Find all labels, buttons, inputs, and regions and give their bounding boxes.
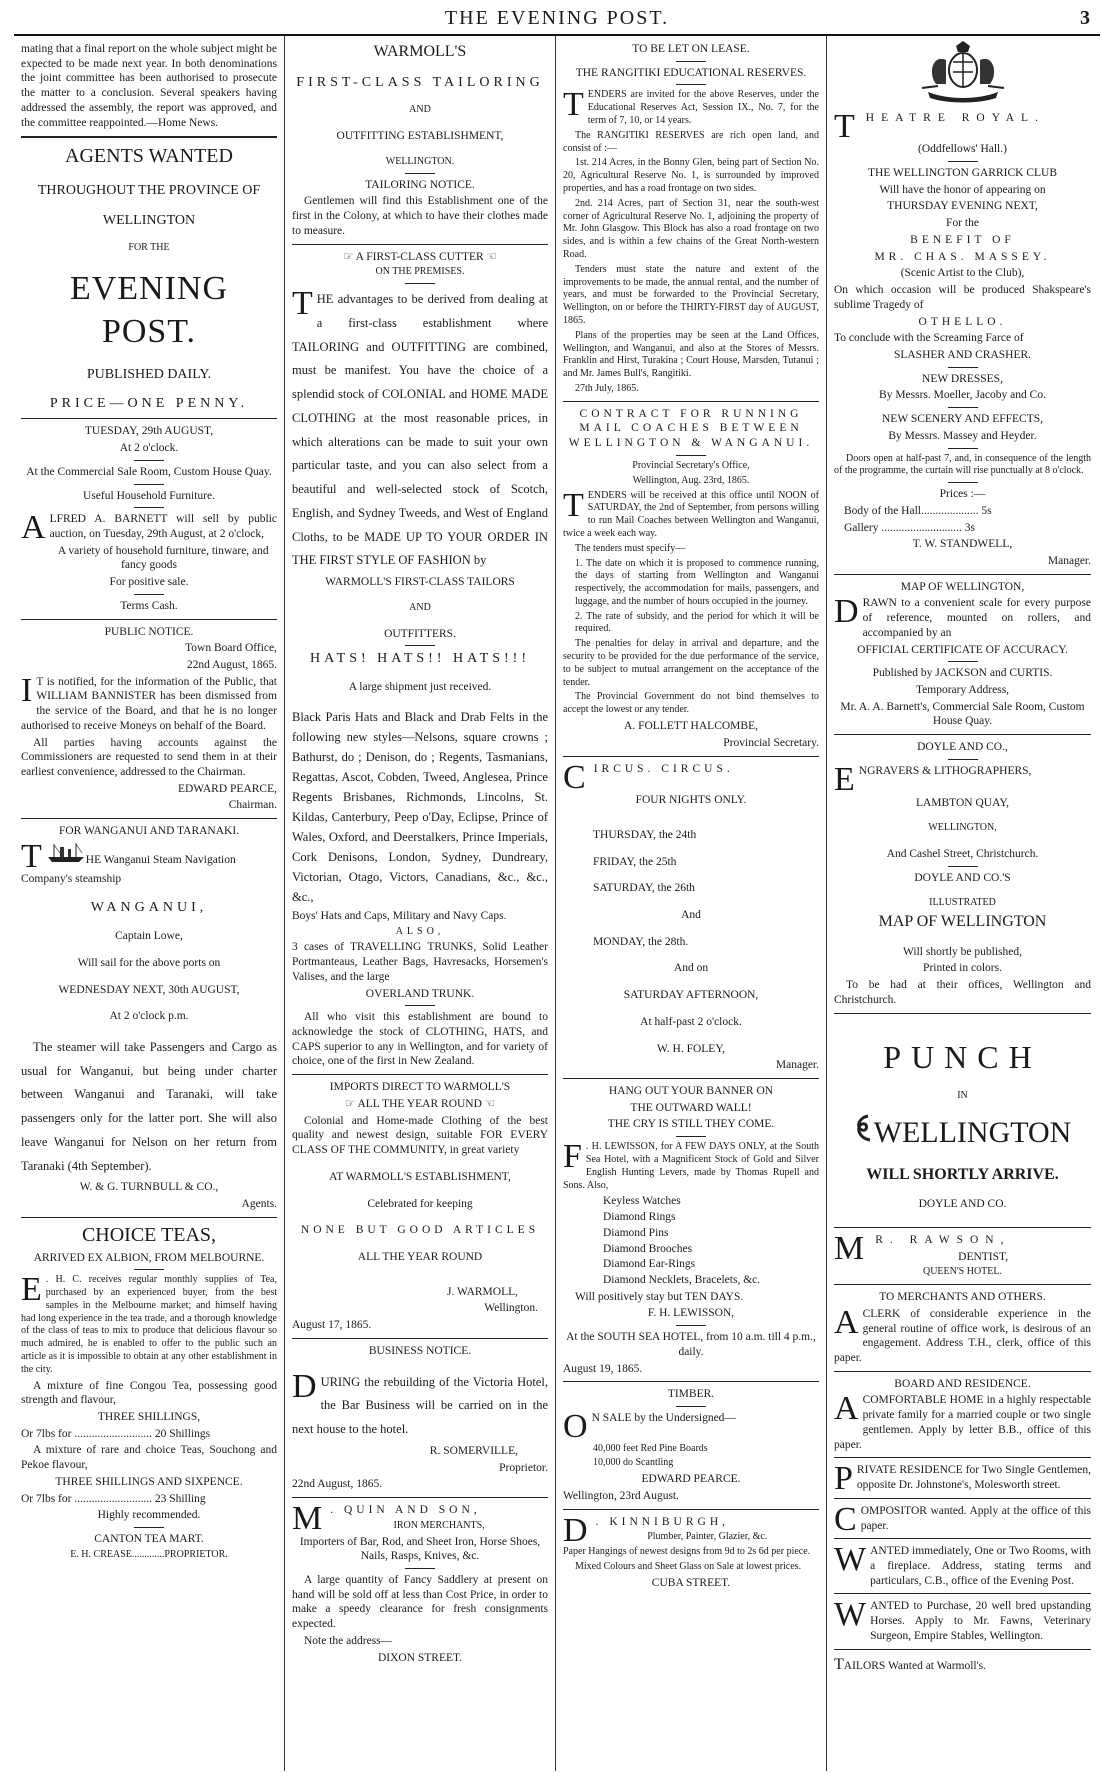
mail-specify: The tenders must specify— — [575, 542, 686, 554]
tailor-town2: Wellington. — [484, 1302, 538, 1315]
mail-date: Wellington, Aug. 23rd, 1865. — [632, 474, 750, 486]
steamer-date: WEDNESDAY NEXT, 30th AUGUST, — [58, 983, 240, 996]
tailor-body1: Gentlemen will find this Establishment one of the first in the Colony, at which to have their clothes made to measure. — [292, 195, 548, 237]
map-heading: MAP OF WELLINGTON, — [900, 580, 1025, 593]
page-number: 3 — [1080, 7, 1090, 29]
compositor-dropcap: C — [834, 1500, 857, 1538]
tailor-all: ALL THE YEAR ROUND — [357, 1250, 483, 1263]
horses-body: ANTED to Purchase, 20 well bred upstanding Horses. Apply to Mr. Fawns, Veterinary Surgeon, Empire Stables, Wellington. — [870, 1600, 1091, 1642]
divider — [834, 1284, 1091, 1285]
business-role: Proprietor. — [499, 1461, 548, 1474]
tailor-overland: OVERLAND TRUNK. — [365, 987, 475, 1000]
horses-wanted-ad — [834, 1596, 1091, 1643]
agents-heading: AGENTS WANTED — [65, 145, 233, 168]
tailor-dropcap: T — [292, 285, 313, 323]
notice-dropcap: I — [21, 671, 33, 709]
tailor-name: WARMOLL'S — [373, 43, 467, 60]
divider — [834, 1371, 1091, 1372]
auction-ad — [21, 424, 277, 613]
steamer-signer: W. & G. TURNBULL & CO., — [79, 1181, 219, 1194]
kinniburgh-trade: Plumber, Painter, Glazier, &c. — [647, 1531, 768, 1543]
tailor-imports: IMPORTS DIRECT TO WARMOLL'S — [329, 1081, 511, 1094]
tailor-year-round: ALL THE YEAR ROUND — [357, 1097, 482, 1110]
steamer-heading: FOR WANGANUI AND TARANAKI. — [58, 825, 240, 838]
doyle-ad — [834, 740, 1091, 1007]
notice-body: T is notified, for the information of the Public, that WILLIAM BANNISTER has been dismissed from the service of the Board, and that he is no longer authorised to receive Moneys on behalf of the Board. — [21, 675, 277, 732]
divider — [21, 418, 277, 419]
theatre-farce: SLASHER AND CRASHER. — [893, 348, 1032, 361]
doyle-mapof: MAP OF WELLINGTON — [878, 913, 1047, 931]
kinniburgh-body2: Mixed Colours and Sheet Glass on Sale at lowest prices. — [575, 1560, 802, 1572]
divider — [563, 401, 819, 402]
agents-published: PUBLISHED DAILY. — [86, 366, 212, 382]
kinniburgh-body: Paper Hangings of newest designs from 9d to 2s 6d per piece. — [563, 1546, 811, 1558]
divider — [834, 1457, 1091, 1458]
doyle-dropcap: E — [834, 760, 855, 798]
theatre-heading: HEATRE ROYAL. — [865, 111, 1045, 124]
agents-price: PRICE—ONE PENNY. — [49, 396, 249, 412]
divider — [21, 1217, 277, 1218]
lease-item2: 2nd. 214 Acres, part of Section 31, near the south-west corner of Agricultural Reserve No. 1, adjoining the property of Mr. John Glasgow. This Block has also a road frontage on two sides, and is within a few chains of the Great North-western Road. — [563, 197, 819, 260]
steamer-ship-name: WANGANUI, — [90, 900, 208, 916]
business-body: URING the rebuilding of the Victoria Hotel, the Bar Business will be carried on in the next house to the hotel. — [292, 1374, 548, 1437]
masthead — [14, 0, 1100, 36]
steamer-intro: HE Wanganui Steam Navigation — [85, 853, 236, 866]
lease-dropcap: T — [563, 86, 584, 124]
notice-role: Chairman. — [228, 799, 277, 812]
timber-item1: 40,000 feet Red Pine Boards — [593, 1442, 708, 1454]
theatre-hall: (Oddfellows' Hall.) — [918, 143, 1007, 156]
auction-body: LFRED A. BARNETT will sell by public auction, on Tuesday, 29th August, at 2 o'clock, — [49, 513, 277, 540]
quin-street: DIXON STREET. — [377, 1651, 463, 1664]
tailor-body2: HE advantages to be derived from dealing at a first-class establishment where TAILORING and OUTFITTING are combined, must be manifest. You have the choice of a splendid stock of COLONIAL and HOME MADE CLOTHING at the most reasonable prices, in which alterations can be made to suit your own particular taste, and you can also select from a beautiful and well-selected stock of Scotch, English, and Sydney Tweeds, and West of England Cloths, to be MADE UP TO YOUR ORDER IN THE FIRST STYLE OF FASHION by — [292, 292, 548, 568]
circus-dropcap: C — [563, 758, 590, 796]
auction-dropcap: A — [21, 509, 46, 547]
mail-item1: 1. The date on which it is proposed to commence running, the days of starting from Wellington and Wanganui respectively, the accommodation for mails, passengers, and luggage, and the number of hours occupied in the journey. — [575, 557, 819, 607]
circus-day4: MONDAY, the 28th. — [593, 935, 689, 948]
rawson-hotel: QUEEN'S HOTEL. — [922, 1266, 1002, 1278]
lease-body2: The RANGITIKI RESERVES are rich open land, and consist of :— — [563, 129, 819, 154]
steamer-ad — [21, 824, 277, 1212]
compositor-body: OMPOSITOR wanted. Apply at the office of this paper. — [860, 1504, 1091, 1532]
teas-mix1: A mixture of fine Congou Tea, possessing good strength and flavour, — [21, 1379, 277, 1407]
circus-and: And — [681, 908, 701, 921]
merchants-heading: TO MERCHANTS AND OTHERS. — [879, 1291, 1046, 1304]
teas-or1: Or 7lbs for ........................... 20 Shillings — [21, 1427, 211, 1440]
private-dropcap: P — [834, 1460, 853, 1498]
theatre-dresses-by: By Messrs. Moeller, Jacoby and Co. — [879, 389, 1046, 402]
doyle-heading: DOYLE AND CO., — [917, 741, 1008, 754]
divider — [834, 574, 1091, 575]
quin-ad — [292, 1499, 548, 1665]
doyle-trade: NGRAVERS & LITHOGRAPHERS, — [858, 764, 1032, 777]
horses-dropcap: W — [834, 1596, 867, 1634]
mail-body: ENDERS will be received at this office until NOON of SATURDAY, the 2nd of September, from persons willing to run Mail Coaches between Wellington and Wanganui, twice a week each way. — [563, 489, 819, 539]
quin-trade: IRON MERCHANTS, — [393, 1519, 485, 1531]
column-3 — [556, 36, 827, 1771]
divider — [292, 1338, 548, 1339]
theatre-role2: Manager. — [1047, 555, 1091, 567]
wanted-dropcap: W — [834, 1541, 867, 1579]
banner-signer: F. H. LEWISSON, — [647, 1307, 735, 1320]
punch-line1: PUNCH — [883, 1038, 1042, 1075]
rawson-ad — [834, 1229, 1091, 1279]
tailor-hat-list: Black Paris Hats and Black and Drab Felts in the following new styles—Nelsons, square crowns ; Bathurst, do ; Denison, do ; Regents, Tasmanians, Regattas, Ascot, Cobden, Tweed, Anglesea, Prince Regents Brisbanes, Richmonds, Lincolns, St. Kildas, Canterbury, Peep o'Day, Eclipse, Prince of Wales, Oxford, and Deerstalkers, Prince Imperials, Cork Denisons, London, Sydney, Dundreary, Victorian, Otago, Victors, Canadians, &c., &c., &c., — [292, 709, 548, 904]
theatre-price1: Body of the Hall.................... 5s — [844, 504, 992, 517]
tailor-boys: Boys' Hats and Caps, Military and Navy Caps. — [292, 909, 507, 922]
timber-heading: TIMBER. — [667, 1388, 715, 1401]
tailor-at: AT WARMOLL'S ESTABLISHMENT, — [329, 1170, 511, 1183]
column-1 — [14, 36, 285, 1771]
circus-heading: IRCUS. CIRCUS. — [593, 762, 734, 775]
kinniburgh-dropcap: D — [563, 1511, 592, 1549]
map-body: RAWN to a convenient scale for every purpose of reference, mounted on rollers, and accompanied by an — [862, 597, 1091, 639]
circus-day5: SATURDAY AFTERNOON, — [623, 989, 759, 1002]
teas-proprietor: E. H. CREASE.............PROPRIETOR. — [70, 1548, 228, 1560]
tailor-notice: TAILORING NOTICE. — [365, 178, 475, 191]
pointing-hand-icon: ☞ — [344, 1097, 356, 1110]
banner-date: August 19, 1865. — [563, 1362, 643, 1375]
theatre-royal-ad — [834, 40, 1091, 569]
mail-signer: A. FOLLETT HALCOMBE, — [624, 720, 758, 733]
rawson-trade: DENTIST, — [958, 1250, 1009, 1263]
teas-or2: Or 7lbs for ........................... 23 Shilling — [21, 1492, 206, 1505]
divider — [834, 1538, 1091, 1539]
punch-line5: DOYLE AND CO. — [918, 1198, 1007, 1211]
steamer-role: Agents. — [241, 1198, 277, 1211]
theatre-name: MR. CHAS. MASSEY. — [874, 250, 1051, 263]
mail-heading: CONTRACT FOR RUNNING MAIL COACHES BETWEEN WELLINGTON & WANGANUI. — [568, 407, 814, 450]
divider — [834, 1649, 1091, 1650]
tailor-town: WELLINGTON. — [385, 155, 455, 167]
divider — [21, 619, 277, 620]
notice-heading: PUBLIC NOTICE. — [104, 625, 194, 638]
kinniburgh-street: CUBA STREET. — [651, 1576, 731, 1589]
kinniburgh-name: . KINNIBURGH, — [595, 1515, 730, 1528]
tailor-trunks: 3 cases of TRAVELLING TRUNKS, Solid Leather Portmanteaus, Leather Bags, Havresacks, Horsemen's Valises, and the large — [292, 941, 548, 983]
theatre-doors: Doors open at half-past 7, and, in consequence of the length of the programme, the curtain will rise punctually at 8 o'clock. — [834, 452, 1091, 477]
banner-stay: Will positively stay but TEN DAYS. — [575, 1290, 744, 1303]
tailor-signer: J. WARMOLL, — [446, 1285, 518, 1298]
punch-line4: WILL SHORTLY ARRIVE. — [866, 1165, 1059, 1183]
timber-body: N SALE by the Undersigned— — [591, 1411, 736, 1424]
doyle-had: To be had at their offices, Wellington and Christchurch. — [834, 979, 1091, 1006]
tailor-hats: HATS! HATS!! HATS!!! — [310, 651, 530, 667]
banner-line1: HANG OUT YOUR BANNER ON — [608, 1085, 774, 1097]
divider — [834, 734, 1091, 735]
punch-line3: WELLINGTON — [873, 1116, 1072, 1150]
agents-line3: FOR THE — [128, 241, 170, 253]
divider — [292, 1497, 548, 1498]
tailor-visit: All who visit this establishment are bound to acknowledge the stock of CLOTHING, HATS, and CAPS superior to any in Wellington, and for variety of choice, one of the first in New Zealand. — [292, 1011, 548, 1068]
doyle-heading2: DOYLE AND CO.'S — [914, 871, 1011, 884]
list-item: Keyless Watches — [603, 1195, 681, 1208]
quin-body: Importers of Bar, Rod, and Sheet Iron, Horse Shoes, Nails, Rasps, Knives, &c. — [299, 1535, 541, 1563]
lease-body4: Plans of the properties may be seen at the Land Offices, Wellington, and Wanganui, and also at the Stores of Messrs. Franklin and Hirst, Turakina ; Court House, Marsden, Tutanui ; and Mr. James Bull's, Rangitiki. — [563, 329, 819, 380]
lease-heading: TO BE LET ON LEASE. — [632, 43, 750, 55]
banner-at: At the SOUTH SEA HOTEL, from 10 a.m. till 4 p.m., daily. — [566, 1331, 816, 1358]
agents-wanted-ad — [21, 144, 277, 413]
tailors-body: AILORS Wanted at Warmoll's. — [843, 1659, 987, 1672]
list-item: Diamond Brooches — [603, 1242, 693, 1255]
doyle-quay: LAMBTON QUAY, — [915, 796, 1010, 809]
notice-office: Town Board Office, — [185, 642, 277, 655]
board-body: COMFORTABLE HOME in a highly respectable private family for a married couple or two single gentlemen. Apply by letter B.B., office of this paper. — [834, 1394, 1091, 1451]
teas-heading: CHOICE TEAS, — [81, 1223, 217, 1246]
list-item: Diamond Pins — [603, 1226, 669, 1239]
auction-item: Useful Household Furniture. — [83, 489, 215, 502]
banner-body: . H. LEWISSON, for A FEW DAYS ONLY, at the South Sea Hotel, with a Magnificent Stock of Gold and Silver English Hunting Levers, made by Thomas Rupell and Sons. Also, — [563, 1141, 819, 1191]
mail-role: Provincial Secretary. — [723, 736, 819, 749]
circus-ad — [563, 758, 819, 1074]
curled-banner-icon — [854, 1114, 874, 1152]
agents-paper-name: EVENING POST. — [69, 269, 229, 351]
lewisson-ad — [563, 1084, 819, 1376]
board-dropcap: A — [834, 1390, 859, 1428]
steamer-time: At 2 o'clock p.m. — [109, 1010, 189, 1023]
divider — [21, 818, 277, 819]
quin-body2: A large quantity of Fancy Saddlery at present on hand will be sold off at less than Cost Price, in order to make a speedy clearance for fresh consignments expected. — [292, 1573, 548, 1631]
mail-coach-ad — [563, 407, 819, 751]
theatre-conclude: To conclude with the Screaming Farce of — [834, 332, 1024, 345]
article-fragment: mating that a final report on the whole subject might be expected to be made next year. In both denominations the joint committee has been authorised to prosecute the matter to a conclusion. Several speakers having addressed the assembly, the report was approved, and the committee reappointed.—Home News. — [21, 43, 277, 129]
teas-recommended: Highly recommended. — [97, 1509, 201, 1522]
tailor-shipment: A large shipment just received. — [348, 681, 492, 694]
punch-ad — [834, 1019, 1091, 1222]
teas-price2: THREE SHILLINGS AND SIXPENCE. — [55, 1475, 243, 1488]
circus-role: Manager. — [775, 1059, 819, 1072]
quin-name: . QUIN AND SON, — [330, 1503, 481, 1516]
theatre-signer: T. W. STANDWELL, — [912, 538, 1013, 551]
divider — [834, 1227, 1091, 1228]
divider — [834, 1013, 1091, 1014]
map-pub: Published by JACKSON and CURTIS. — [872, 667, 1053, 680]
choice-teas-ad — [21, 1223, 277, 1562]
business-heading: BUSINESS NOTICE. — [368, 1344, 472, 1357]
notice-body2: All parties having accounts against the Commissioners are requested to send them in at their earliest convenience, addressed to the Chairman. — [21, 736, 277, 779]
auction-list: A variety of household furniture, tinware, and fancy goods — [57, 544, 269, 572]
steamer-dropcap: T — [21, 837, 42, 875]
banner-line3: THE CRY IS STILL THEY COME. — [607, 1118, 775, 1131]
mail-penalty: The penalties for delay in arrival and departure, and the security to be provided for the due performance of the service, to be subject to mutual arrangement on the acceptance of the tender. — [563, 638, 819, 688]
business-date: 22nd August, 1865. — [292, 1478, 383, 1491]
business-signer: R. SOMERVILLE, — [429, 1444, 518, 1457]
notice-signer: EDWARD PEARCE, — [177, 782, 277, 795]
kinniburgh-ad — [563, 1511, 819, 1591]
agents-line2: WELLINGTON — [102, 212, 196, 228]
divider — [834, 1593, 1091, 1594]
columns — [14, 36, 1100, 1771]
auction-terms2: Terms Cash. — [120, 599, 178, 612]
auction-time: At 2 o'clock. — [119, 442, 179, 455]
doyle-illus: ILLUSTRATED — [929, 897, 996, 909]
tailor-and2: AND — [409, 601, 431, 613]
circus-nights: FOUR NIGHTS ONLY. — [635, 794, 747, 807]
timber-dropcap: O — [563, 1407, 588, 1445]
list-item: Diamond Rings — [603, 1211, 676, 1224]
theatre-prices: Prices :— — [939, 488, 986, 501]
doyle-town: WELLINGTON, — [928, 822, 997, 834]
tailor-none: NONE BUT GOOD ARTICLES — [300, 1224, 540, 1237]
teas-mix2: A mixture of rare and choice Teas, Souchong and Pekoe flavour, — [21, 1444, 277, 1472]
list-item: Diamond Necklets, Bracelets, &c. — [603, 1273, 761, 1286]
newspaper-title: THE EVENING POST. — [444, 7, 670, 29]
map-dropcap: D — [834, 593, 859, 631]
auction-terms1: For positive sale. — [109, 576, 189, 589]
teas-price1: THREE SHILLINGS, — [97, 1411, 201, 1424]
mail-dropcap: T — [563, 486, 584, 524]
board-ad — [834, 1377, 1091, 1453]
theatre-role: (Scenic Artist to the Club), — [900, 267, 1025, 280]
lease-item1: 1st. 214 Acres, in the Bonny Glen, being part of Section No. 20, Agricultural Reserve No. 1, is surrounded by improved properties, and has a road frontage on two sides. — [563, 157, 819, 195]
lease-date: 27th July, 1865. — [575, 382, 639, 394]
timber-date: Wellington, 23rd August. — [563, 1489, 679, 1502]
theatre-club: THE WELLINGTON GARRICK CLUB — [868, 167, 1057, 180]
tailor-also: ALSO, — [395, 925, 445, 937]
divider — [834, 1498, 1091, 1499]
circus-day2: FRIDAY, the 25th — [593, 855, 677, 868]
rawson-name: R. RAWSON, — [875, 1233, 1011, 1246]
theatre-price2: Gallery ............................ 3s — [844, 521, 975, 534]
merchants-body: CLERK of considerable experience in the general routine of office work, is desirous of an engagement. Address T.H., clerk, office of this paper. — [834, 1307, 1091, 1365]
theatre-dropcap: T — [834, 107, 862, 145]
map-addr: Mr. A. A. Barnett's, Commercial Sale Room, Custom House Quay. — [840, 700, 1085, 728]
merchants-ad — [834, 1290, 1091, 1366]
tailor-line1: FIRST-CLASS TAILORING — [296, 75, 544, 91]
tailor-premises: ON THE PREMISES. — [375, 266, 465, 278]
business-notice-ad — [292, 1344, 548, 1492]
teas-body: . H. C. receives regular monthly supplies of Tea, purchased by an experienced buyer, from the best samples in the Melbourne market; and himself having had long experience in the tea trade, and a thorough knowledge of the class of teas to mix to produce that delicious flavour so much admired, he is enabled to offer to the public such an article as it is impossible to obtain at any other establishment in the city. — [21, 1274, 277, 1375]
banner-items — [603, 1194, 819, 1287]
timber-signer: EDWARD PEARCE. — [641, 1473, 741, 1486]
doyle-chch: And Cashel Street, Christchurch. — [886, 848, 1039, 861]
mail-govt: The Provincial Government do not bind themselves to accept the lowest or any tender. — [563, 691, 819, 716]
circus-time: At half-past 2 o'clock. — [640, 1015, 742, 1028]
pointing-hand-icon: ☜ — [486, 250, 497, 263]
circus-signer: W. H. FOLEY, — [656, 1042, 726, 1055]
steamer-body: The steamer will take Passengers and Cargo as usual for Wanganui, but being under charter between Wanganui and Taranaki, will take passengers only for the latter port. She will also leave Wanganui for Nelson on her return from Taranaki (4th September). — [21, 1039, 277, 1173]
tailor-line2: OUTFITTING ESTABLISHMENT, — [336, 130, 504, 143]
timber-ad — [563, 1387, 819, 1503]
lease-ad — [563, 42, 819, 396]
agents-line1: THROUGHOUT THE PROVINCE OF — [37, 182, 261, 198]
divider — [563, 1078, 819, 1079]
column-2 — [285, 36, 556, 1771]
quin-note: Note the address— — [304, 1634, 393, 1647]
steamer-intro2: Company's steamship — [21, 873, 122, 886]
banner-line2: THE OUTWARD WALL! — [630, 1101, 752, 1114]
map-ad — [834, 580, 1091, 729]
steamer-sail: Will sail for the above ports on — [77, 956, 221, 969]
lease-body3: Tenders must state the nature and extent of the improvements to be made, the annual rental, and the number of years, and must be forwarded to the Provincial Secretary, Wellington, on or before the THIRTY-FIRST day of AUGUST, 1865. — [563, 263, 819, 326]
theatre-for: For the — [946, 217, 979, 230]
notice-date: 22nd August, 1865. — [186, 658, 277, 671]
theatre-scenery: NEW SCENERY AND EFFECTS, — [881, 413, 1044, 426]
rawson-dropcap: M — [834, 1229, 872, 1267]
map-temp: Temporary Address, — [915, 684, 1010, 697]
steamer-captain: Captain Lowe, — [115, 930, 183, 943]
theatre-honor: Will have the honor of appearing on — [879, 183, 1046, 196]
doyle-printed: Printed in colors. — [923, 962, 1002, 975]
pointing-hand-icon: ☜ — [484, 1097, 496, 1110]
mail-office: Provincial Secretary's Office, — [632, 459, 750, 471]
teas-sub: ARRIVED EX ALBION, FROM MELBOURNE. — [33, 1251, 265, 1264]
theatre-occasion: On which occasion will be produced Shakspeare's sublime Tragedy of — [834, 284, 1091, 311]
lease-body: ENDERS are invited for the above Reserves, under the Educational Reserves Act, Session IX., No. 7, for the term of 7, 10, or 14 years. — [587, 89, 819, 127]
compositor-ad — [834, 1500, 1091, 1538]
rooms-wanted-ad — [834, 1541, 1091, 1588]
tailor-by: WARMOLL'S FIRST-CLASS TAILORS — [325, 576, 515, 589]
board-heading: BOARD AND RESIDENCE. — [894, 1377, 1031, 1390]
auction-date: TUESDAY, 29th AUGUST, — [84, 425, 214, 438]
private-body: RIVATE RESIDENCE for Two Single Gentlemen, opposite Dr. Johnstone's, Molesworth street. — [856, 1464, 1091, 1492]
theatre-date: THURSDAY EVENING NEXT, — [887, 200, 1038, 213]
auction-place: At the Commercial Sale Room, Custom House Quay. — [26, 465, 272, 478]
warmoll-tailoring-ad — [292, 42, 548, 1333]
tailors-dropcap: T — [834, 1655, 844, 1673]
theatre-benefit: BENEFIT OF — [910, 233, 1015, 246]
theatre-play: OTHELLO. — [918, 315, 1007, 328]
tailor-and: AND — [409, 104, 431, 116]
timber-item2: 10,000 do Scantling — [593, 1457, 674, 1469]
circus-day3: SATURDAY, the 26th — [593, 882, 695, 895]
wanted-body: ANTED immediately, One or Two Rooms, with a fireplace. Address, stating terms and particulars, C.B., office of the Evening Post. — [870, 1545, 1091, 1587]
column-4 — [827, 36, 1098, 1771]
lease-sub: THE RANGITIKI EDUCATIONAL RESERVES. — [575, 66, 807, 79]
map-cert: OFFICIAL CERTIFICATE OF ACCURACY. — [857, 643, 1068, 656]
tailor-celebrated: Celebrated for keeping — [367, 1197, 473, 1210]
tailor-date: August 17, 1865. — [292, 1319, 372, 1332]
punch-line2: IN — [957, 1089, 968, 1101]
list-item: Diamond Ear-Rings — [603, 1258, 696, 1271]
tailors-wanted-ad — [834, 1655, 1091, 1675]
divider — [563, 756, 819, 757]
theatre-scenery-by: By Messrs. Massey and Heyder. — [888, 429, 1037, 442]
royal-crest-icon — [908, 40, 1018, 109]
circus-day1: THURSDAY, the 24th — [593, 828, 697, 841]
pointing-hand-icon: ☞ — [343, 250, 354, 263]
private-residence-ad — [834, 1460, 1091, 1498]
doyle-shortly: Will shortly be published, — [903, 945, 1022, 958]
tailor-cutter: A FIRST-CLASS CUTTER — [355, 250, 484, 263]
divider — [563, 1381, 819, 1382]
teas-dropcap: E — [21, 1271, 42, 1309]
tailor-outfitters: OUTFITTERS. — [384, 627, 456, 640]
circus-and-on: And on — [673, 962, 709, 975]
mail-item2: 2. The rate of subsidy, and the period for which it will be required. — [575, 610, 819, 635]
public-notice-ad — [21, 625, 277, 814]
quin-dropcap: M — [292, 1499, 327, 1537]
tailor-colonial: Colonial and Home-made Clothing of the best quality and newest design, suitable FOR EVERY CLASS OF THE COMMUNITY, in great variety — [292, 1114, 548, 1157]
divider — [21, 136, 277, 138]
teas-mart: CANTON TEA MART. — [94, 1533, 204, 1546]
business-dropcap: D — [292, 1367, 317, 1405]
banner-dropcap: F — [563, 1138, 582, 1176]
steamship-icon — [46, 841, 86, 868]
merchants-dropcap: A — [834, 1303, 859, 1341]
theatre-dresses: NEW DRESSES, — [922, 372, 1003, 385]
divider — [563, 1509, 819, 1510]
